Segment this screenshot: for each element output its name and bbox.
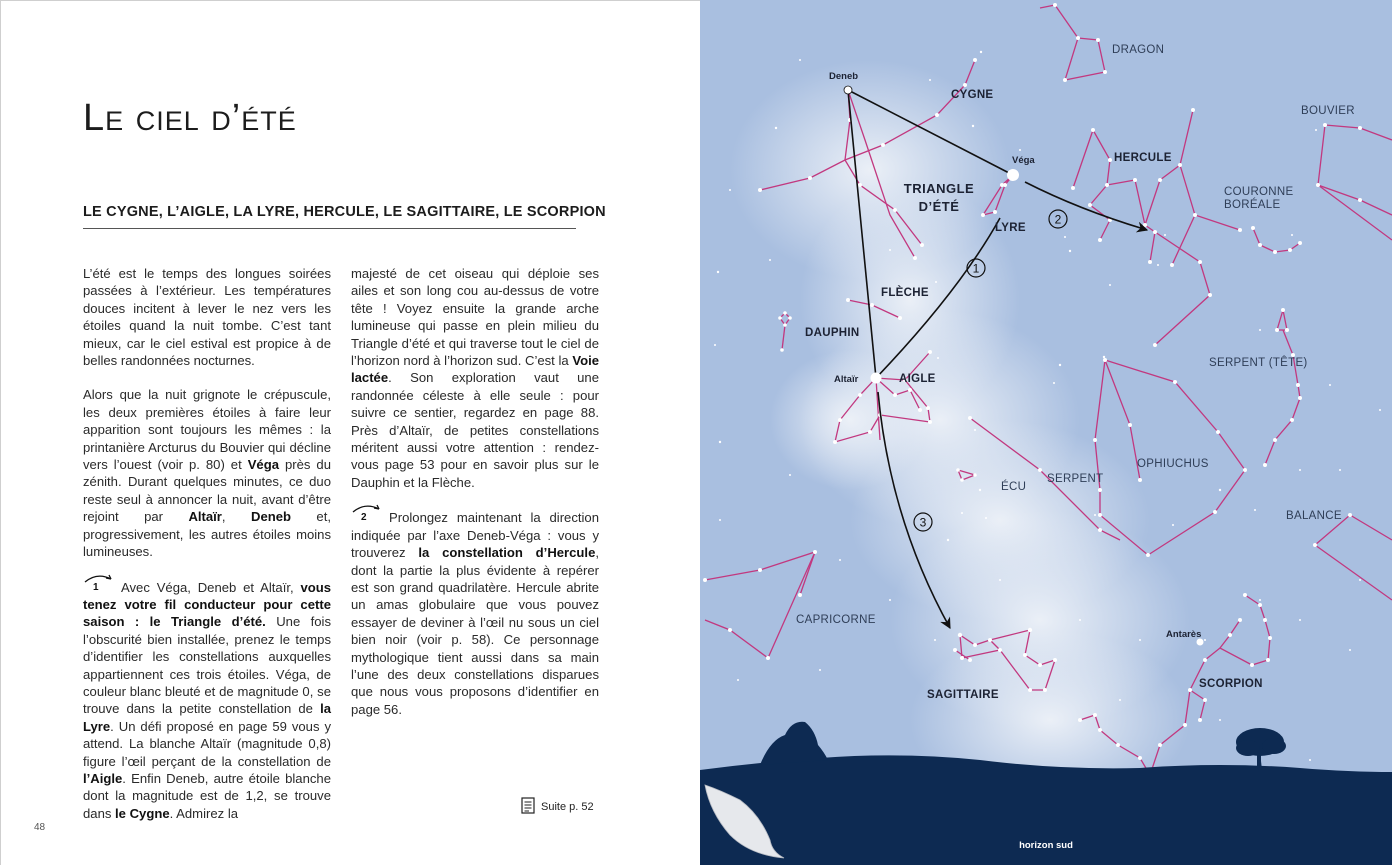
text: Avec Véga, Deneb et Altaïr, [121, 579, 301, 595]
label-sagittaire: SAGITTAIRE [927, 689, 999, 701]
text: , [221, 509, 251, 525]
curved-arrow-icon [83, 571, 121, 585]
label-triangle: TRIANGLE [903, 181, 975, 196]
text-bold: le Cygne [115, 805, 170, 821]
text: Prolongez maintenant la direction indiquée par l’axe Deneb-Véga : vous y trouverez [351, 510, 599, 561]
text: majesté de cet oiseau qui déploie ses ailes et son long cou au-dessus de votre tête ! Voyez ensuite la grande arche lumineuse qui passe en plein milieu du Triangle d’été et qui traverse tout le ciel de l’horizon nord à l’horizon sud. C’est la [351, 266, 599, 369]
paragraph [83, 386, 331, 560]
step-marker-2 [351, 508, 389, 524]
label-couronne: COURONNE [1224, 186, 1294, 198]
text: . Admirez la [169, 805, 239, 821]
label-lyre: LYRE [995, 222, 1026, 234]
route-number-1: 1 [972, 261, 980, 276]
text: et, progressivement, les autres étoiles moins lumineuses. [83, 509, 331, 560]
label-ecu: ÉCU [1001, 481, 1027, 493]
label-cygne: CYGNE [951, 89, 994, 101]
text-bold: la Lyre [83, 701, 331, 734]
text-bold: Voie lactée [351, 353, 599, 386]
label-bouvier: BOUVIER [1301, 105, 1355, 117]
label-scorpion: SCORPION [1199, 678, 1263, 690]
label-horizon-sud: horizon sud [1019, 840, 1073, 851]
curved-arrow-icon [351, 501, 389, 515]
star-altair [871, 373, 881, 383]
document-icon [521, 797, 535, 817]
text-bold: la constellation d’Hercule [418, 545, 596, 561]
text-column-2 [351, 265, 599, 735]
text: Alors que la nuit grignote le crépuscule, les deux premières étoiles à faire leur apparition sont toujours les mêmes : la printanière Arcturus du Bouvier qui décline vers l’ouest (voir p. 80) et [83, 387, 331, 473]
label-serpent-tete: SERPENT (TÊTE) [1209, 357, 1308, 369]
text-bold: vous tenez votre fil conducteur pour cette saison : le Triangle d’été. [83, 579, 331, 630]
paragraph [83, 578, 331, 823]
step-number: 1 [93, 581, 99, 593]
star-name-vega: Véga [247, 457, 279, 473]
text-column-1 [83, 265, 331, 839]
text: près du zénith. Durant quelques minutes, ce duo reste seul à annoncer la nuit, avant d’être rejoint par [83, 457, 331, 525]
label-capricorne: CAPRICORNE [796, 614, 876, 626]
label-vega: Véga [1012, 155, 1035, 166]
text: . Enfin Deneb, autre étoile blanche dont la magnitude est de 1,2, se trouve dans [83, 770, 331, 821]
sky-map [700, 0, 1392, 865]
continue-label: Suite p. 52 [541, 801, 594, 813]
text: , dont la partie la plus évidente à repérer est son grand quadrilatère. Hercule abrite un amas globulaire que vous pouvez essayer de deviner à l’œil nu sous un ciel bien noir (voir p. 58). Ce personnage mythologique tient aussi dans sa main l’une des deux constellations disparues que nous vous proposons d’identifier en page 56. [351, 545, 599, 717]
text: . Son exploration vaut une randonnée céleste à elle seule : pour suivre ce sentier, regardez en page 88. Près d’Altaïr, de petites constellations méritent aussi votre attention : rendez-vous page 53 pour en savoir plus sur le Dauphin et la Flèche. [351, 370, 599, 490]
page-number: 48 [34, 822, 46, 833]
star-vega [1008, 170, 1019, 181]
star-deneb [844, 86, 852, 94]
label-antares: Antarès [1166, 629, 1202, 640]
label-serpent: SERPENT [1047, 473, 1104, 485]
text: Une fois l’obscurité bien installée, prenez le temps d’identifier les constellations auxquelles appartiennent ces trois étoiles. Véga, de couleur blanc bleuté et de magnitude 0, se trouve dans la petite constellation de [83, 614, 332, 717]
label-deneb: Deneb [829, 71, 859, 82]
section-subtitle: LE CYGNE, L’AIGLE, LA LYRE, HERCULE, LE SAGITTAIRE, LE SCORPION [83, 204, 576, 229]
label-altair: Altaïr [834, 374, 859, 385]
route-number-2: 2 [1054, 212, 1062, 227]
step-number: 2 [361, 512, 367, 524]
star-name-deneb: Deneb [250, 509, 292, 525]
label-ete: D’ÉTÉ [918, 199, 960, 214]
label-fleche: FLÈCHE [881, 287, 929, 299]
step-marker-1 [83, 578, 121, 594]
sky-map-svg [700, 0, 1392, 865]
label-hercule: HERCULE [1114, 152, 1172, 164]
text: . Un défi proposé en page 59 vous y attend. La blanche Altaïr (magnitude 0,8) figure l’œil perçant de la constellation de [83, 718, 331, 769]
continue-link[interactable] [521, 797, 594, 817]
label-dauphin: DAUPHIN [805, 327, 860, 339]
label-balance: BALANCE [1286, 510, 1342, 522]
page-title: Le ciel d’été [83, 97, 297, 139]
text-bold: l’Aigle [83, 770, 123, 786]
paragraph [351, 265, 599, 491]
label-aigle: AIGLE [899, 373, 936, 385]
label-dragon: DRAGON [1112, 44, 1165, 56]
paragraph [351, 508, 599, 718]
label-boreale: BORÉALE [1224, 199, 1281, 211]
star-name-altair: Altaïr [188, 509, 222, 525]
paragraph: L’été est le temps des longues soirées passées à l’extérieur. Les températures douces incitent à lever le nez vers les étoiles quand la nuit tombe. C’est tant mieux, car le ciel estival est propice à de belles randonnées nocturnes. [83, 266, 331, 369]
label-ophiuchus: OPHIUCHUS [1137, 458, 1209, 470]
route-number-3: 3 [919, 515, 927, 530]
